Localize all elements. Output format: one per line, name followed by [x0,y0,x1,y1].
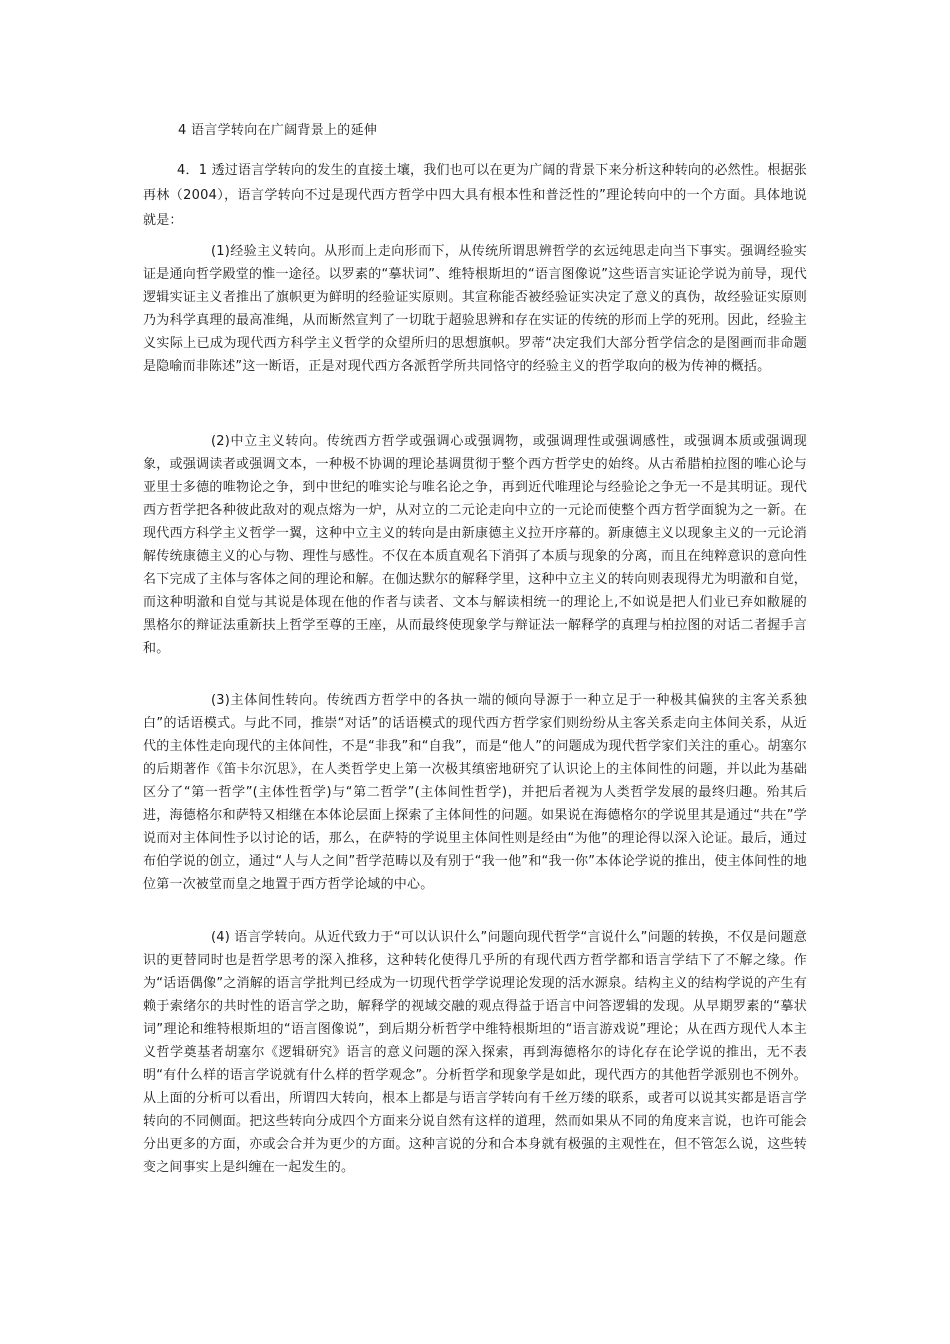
paragraph-empiricism-turn: (1)经验主义转向。从形而上走向形而下，从传统所谓思辨哲学的玄远纯思走向当下事实。强调经验实证是通向哲学殿堂的惟一途径。以罗素的“摹状词”、维特根斯坦的“语言图像说”这些语言实证论学说为前导，现代逻辑实证主义者推出了旗帜更为鲜明的经验证实原则。其宣称能否被经验证实决定了意义的真伪，故经验证实原则乃为科学真理的最高准绳，从而断然宣判了一切耽于超验思辨和存在实证的传统的形而上学的死刑。因此，经验主义实际上已成为现代西方科学主义哲学的众望所归的思想旗帜。罗蒂“决定我们大部分哲学信念的是图画而非命题是隐喻而非陈述”这一断语，正是对现代西方各派哲学所共同恪守的经验主义的哲学取向的极为传神的概括。 [143,244,807,374]
section-heading: 4 语言学转向在广阔背景上的延伸 [178,123,378,138]
paragraph-intersubjectivity-turn: (3)主体间性转向。传统西方哲学中的各执一端的倾向导源于一种立足于一种极其偏狭的主客关系独白”的话语模式。与此不同，推崇“对话”的话语模式的现代西方哲学家们则纷纷从主客关系走向主体间关系，从近代的主体性走向现代的主体间性，不是“非我”和“自我”，而是“他人”的问题成为现代哲学家们关注的重心。胡塞尔的后期著作《笛卡尔沉思》，在人类哲学史上第一次极其缜密地研究了认识论上的主体间性的问题，并以此为基础区分了“第一哲学”(主体性哲学)与“第二哲学”(主体间性哲学)，并把后者视为人类哲学发展的最终归趣。殆其后进，海德格尔和萨特又相继在本体论层面上探索了主体间性的问题。如果说在海德格尔的学说里其是通过“共在”学说而对主体间性予以讨论的话，那么，在萨特的学说里主体间性则是经由“为他”的理论得以深入论证。最后，通过布伯学说的创立，通过“人与人之间”哲学范畴以及有别于“我一他”和“我一你”本体论学说的推出，使主体间性的地位第一次被堂而皇之地置于西方哲学论域的中心。 [143,693,807,892]
paragraph-linguistic-turn: (4) 语言学转向。从近代致力于“可以认识什么”问题向现代哲学“言说什么”问题的转换，不仅是问题意识的更替同时也是哲学思考的深入推移，这种转化使得几乎所的有现代西方哲学都和语言学结下了不解之缘。作为“话语偶像”之消解的语言学批判已经成为一切现代哲学学说理论发现的活水源泉。结构主义的结构学说的产生有赖于索绪尔的共时性的语言学之助，解释学的视域交融的观点得益于语言中问答逻辑的发现。从早期罗素的“摹状词”理论和维特根斯坦的“语言图像说”，到后期分析哲学中维特根斯坦的“语言游戏说”理论；从在西方现代人本主义哲学奠基者胡塞尔《逻辑研究》语言的意义问题的深入探索，再到海德格尔的诗化存在论学说的推出，无不表明“有什么样的语言学说就有什么样的哲学观念”。分析哲学和现象学是如此，现代西方的其他哲学派别也不例外。从上面的分析可以看出，所谓四大转向，根本上都是与语言学转向有千丝万缕的联系，或者可以说其实都是语言学转向的不同侧面。把这些转向分成四个方面来分说自然有这样的道理，然而如果从不同的角度来言说，也许可能会分出更多的方面，亦或会合并为更少的方面。这种言说的分和合本身就有极强的主观性在，但不管怎么说，这些转变之间事实上是纠缠在一起发生的。 [143,930,807,1175]
paragraph-neutralism-turn: (2)中立主义转向。传统西方哲学或强调心或强调物，或强调理性或强调感性，或强调本质或强调现象，或强调读者或强调文本，一种极不协调的理论基调贯彻于整个西方哲学史的始终。从古希腊柏拉图的唯心论与亚里士多德的唯物论之争，到中世纪的唯实论与唯名论之争，再到近代唯理论与经验论之争无一不是其明证。现代西方哲学把各种彼此敌对的观点熔为一炉，从对立的二元论走向中立的一元论而使整个西方哲学面貌为之一新。在现代西方科学主义哲学一翼，这种中立主义的转向是由新康德主义拉开序幕的。新康德主义以现象主义的一元论消解传统康德主义的心与物、理性与感性。不仅在本质直观名下消弭了本质与现象的分离，而且在纯粹意识的意向性名下完成了主体与客体之间的理论和解。在伽达默尔的解释学里，这种中立主义的转向则表现得尤为明澈和自觉，而这种明澈和自觉与其说是体现在他的作者与读者、文本与解读相统一的理论上,不如说是把人们业已弃如敝屣的黑格尔的辩证法重新扶上哲学至尊的王座，从而最终使现象学与辩证法一解释学的真理与柏拉图的对话二者握手言和。 [143,434,807,656]
intro-paragraph: 4．1 透过语言学转向的发生的直接土壤，我们也可以在更为广阔的背景下来分析这种转向的必然性。根据张再林（2004），语言学转向不过是现代西方哲学中四大具有根本性和普泛性的”理论转向中的一个方面。具体地说就是： [143,163,807,228]
